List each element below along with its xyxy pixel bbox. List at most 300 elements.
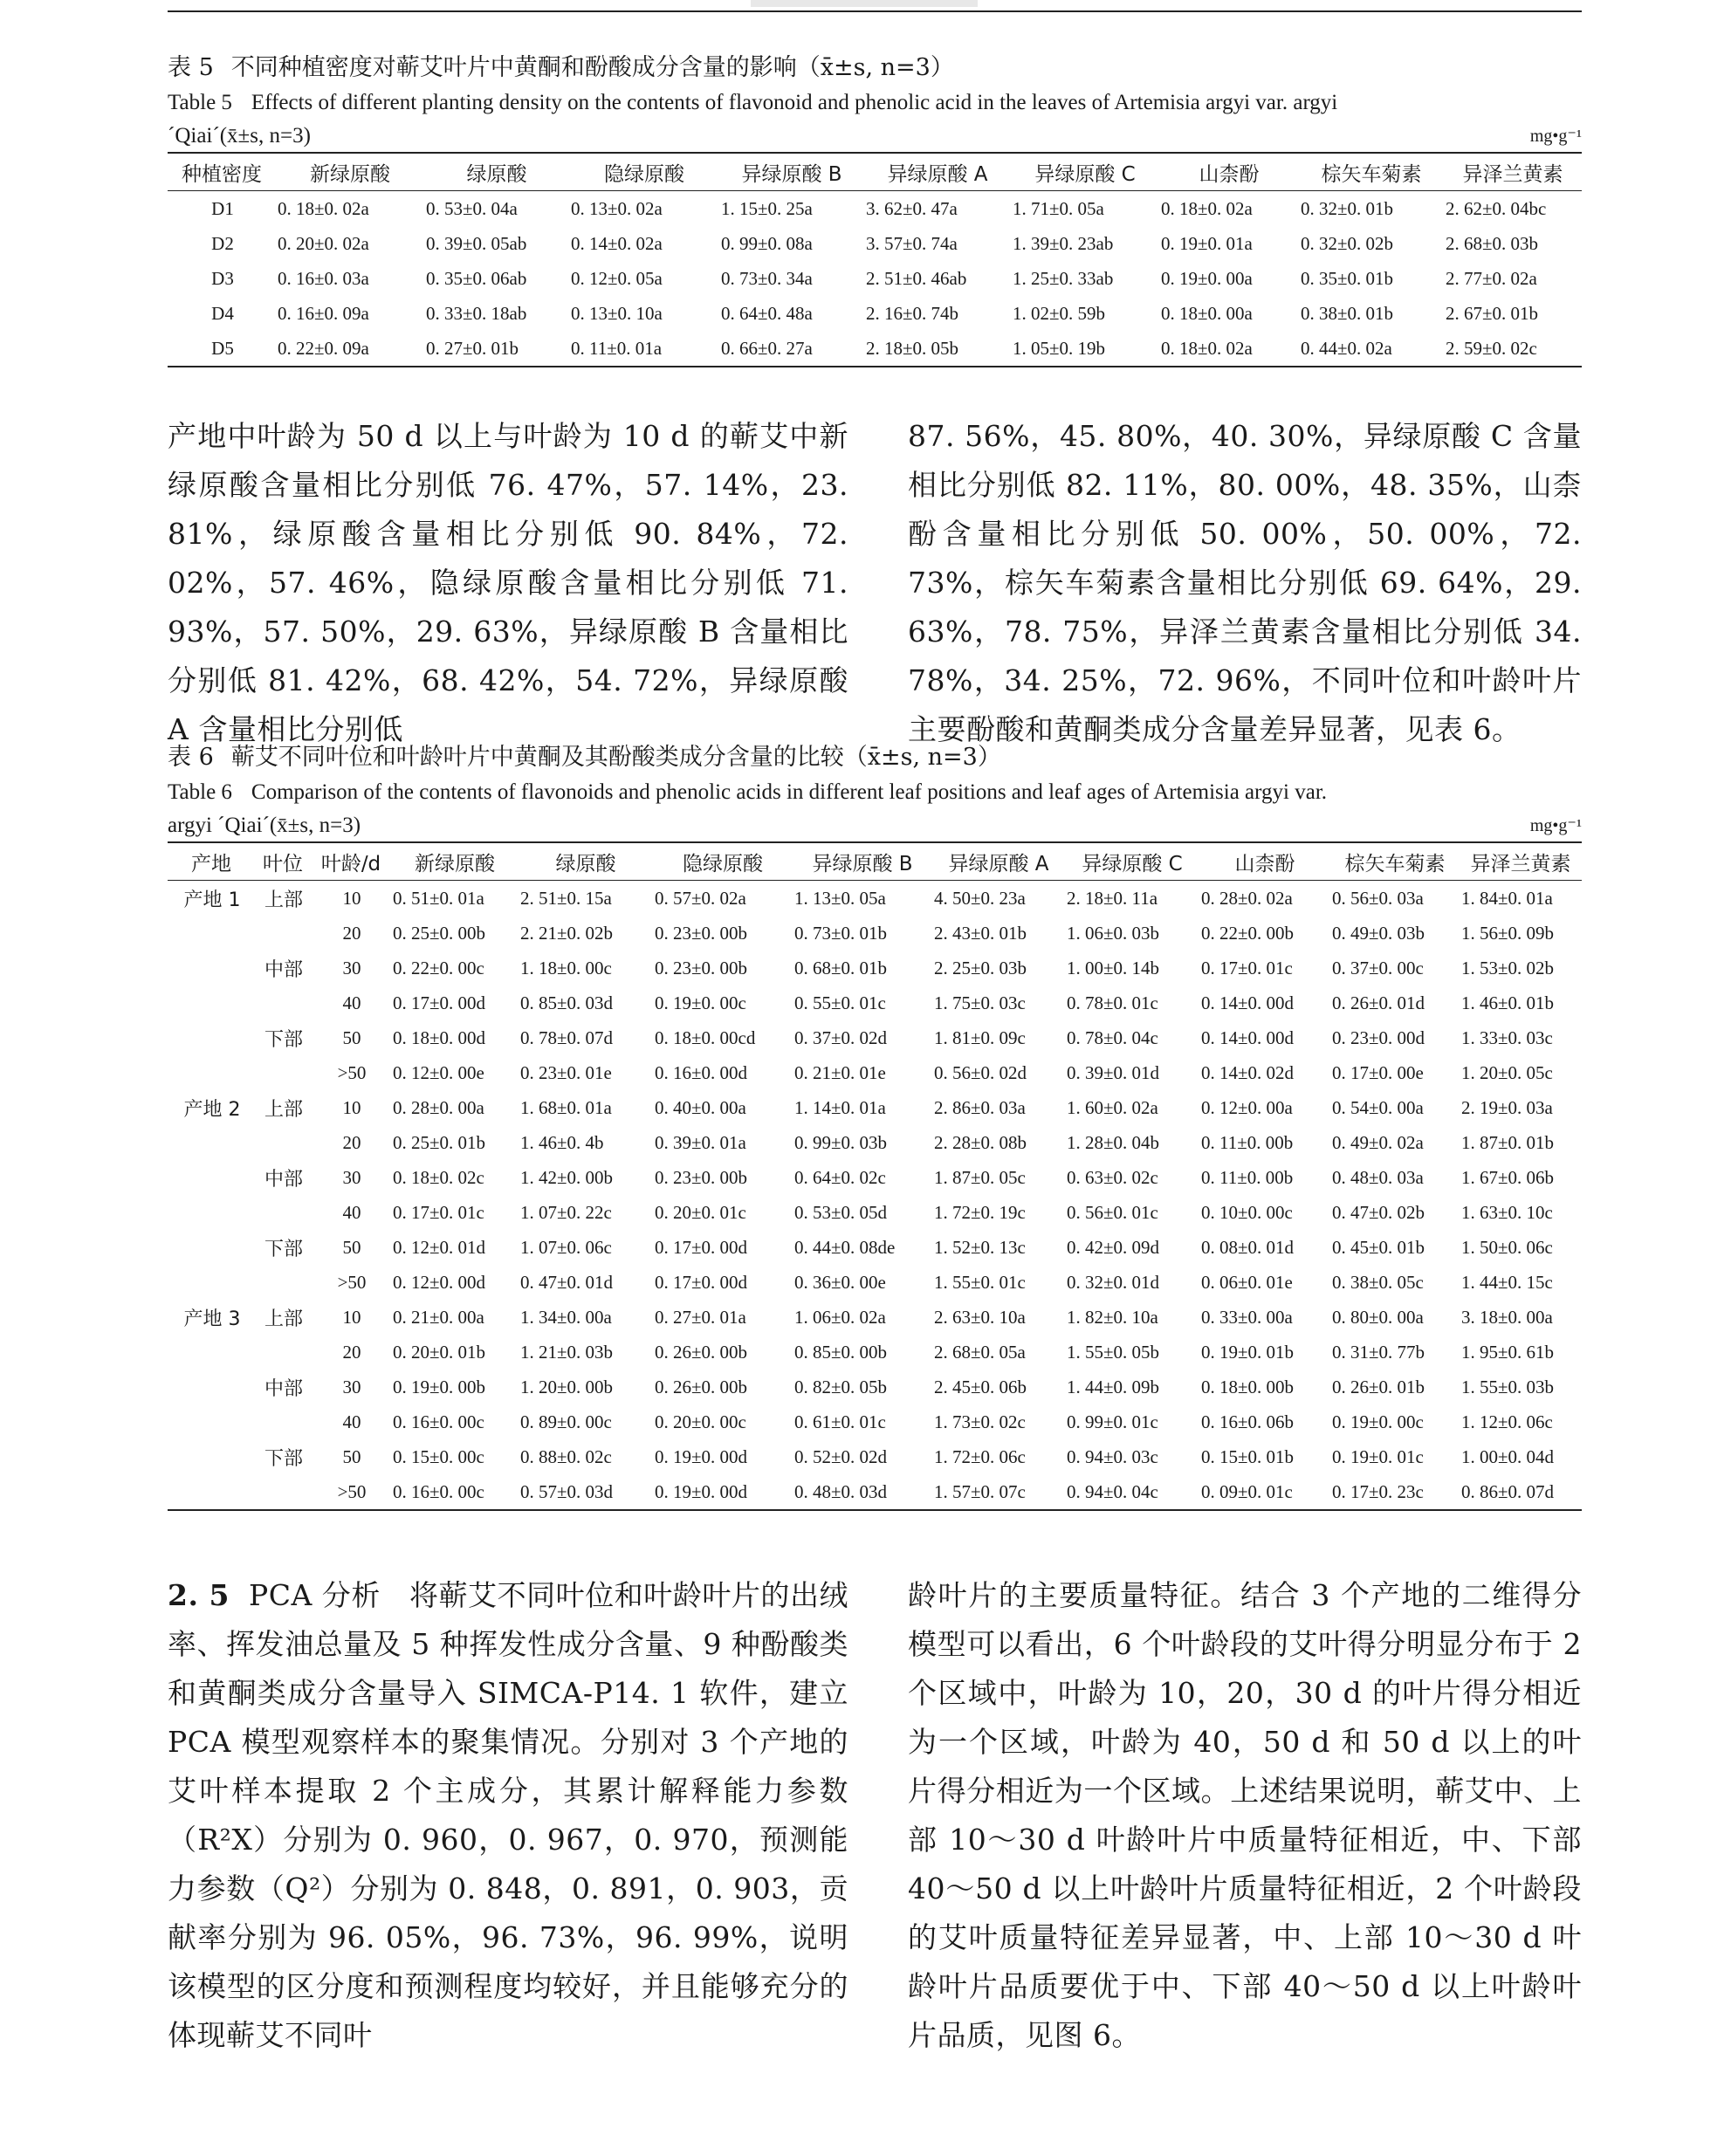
table-5-grid [168, 152, 1582, 367]
table5-cell: 0. 35±0. 06ab [426, 267, 527, 289]
table6-col-header: 山柰酚 [1199, 842, 1330, 881]
table6-cell: 1. 63±0. 10c [1461, 1201, 1553, 1223]
table6-row [168, 1195, 1582, 1230]
table-6 [168, 740, 1582, 1511]
table6-cell: 10 [342, 1306, 361, 1328]
table6-cell: 1. 07±0. 22c [520, 1201, 612, 1223]
table6-cell: 2. 18±0. 11a [1067, 887, 1158, 909]
table6-cell: 0. 23±0. 00b [655, 922, 748, 944]
table5-cell: 0. 19±0. 01a [1161, 232, 1253, 254]
table6-cell: >50 [337, 1271, 367, 1293]
table6-cell: 20 [342, 1341, 361, 1363]
table6-col-header: 产地 [168, 842, 255, 881]
table6-cell: 0. 16±0. 00c [393, 1411, 484, 1432]
table6-cell [168, 1230, 255, 1265]
table5-cell: 0. 11±0. 01a [569, 331, 719, 367]
table5-cell: 0. 20±0. 02a [278, 232, 369, 254]
table-6-title-en: Comparison of the contents of flavonoids and phenolic acids in different leaf positions and leaf ages of Artemisia argyi var. [251, 780, 1328, 804]
table6-row [168, 1090, 1582, 1125]
table5-cell: 3. 62±0. 47a [866, 197, 958, 219]
table6-row [168, 1230, 1582, 1265]
table6-cell: 0. 25±0. 01b [393, 1131, 486, 1153]
running-header-mark [751, 0, 978, 7]
table5-col-header: 异绿原酸 C [1011, 153, 1159, 191]
table6-row [168, 1265, 1582, 1300]
section-number: 2. 5 [168, 1578, 230, 1612]
table6-cell: 0. 99±0. 03b [794, 1131, 888, 1153]
table6-cell: 30 [342, 1166, 361, 1188]
table5-cell: 2. 51±0. 46ab [866, 267, 967, 289]
table6-cell: 0. 23±0. 00b [655, 1166, 748, 1188]
table-6-title-en-cont: argyi ´Qiai´(x̄±s, n=3) [168, 814, 361, 837]
table6-cell [168, 1020, 255, 1055]
table5-cell: 0. 16±0. 09a [278, 302, 369, 324]
table6-cell: 上部 [264, 1098, 303, 1121]
paragraph-left-1: 产地中叶龄为 50 d 以上与叶龄为 10 d 的蕲艾中新绿原酸含量相比分别低 76. 47%，57. 14%，23. 81%，绿原酸含量相比分别低 90. 84%，72. 02%，57. 46%，隐绿原酸含量相比分别低 71. 93%，57. 50%，29. 63%，异绿原酸 B 含量相比分别低 81. 42%，68. 42%，54. 72%，异绿原酸 A 含量相比分别低 [168, 419, 848, 746]
table6-cell: 0. 94±0. 04c [1065, 1474, 1199, 1510]
table6-cell: 2. 51±0. 15a [520, 887, 612, 909]
table6-col-header: 棕矢车菊素 [1330, 842, 1460, 881]
table6-cell [168, 1474, 255, 1510]
table5-col-header: 异绿原酸 B [719, 153, 864, 191]
table5-cell: 2. 67±0. 01b [1446, 302, 1539, 324]
table6-row [168, 1300, 1582, 1335]
table6-cell: 1. 73±0. 02c [934, 1411, 1026, 1432]
table6-row [168, 1404, 1582, 1439]
table6-row [168, 1474, 1582, 1510]
table6-cell: 0. 21±0. 00a [393, 1306, 484, 1328]
table6-cell [255, 1404, 311, 1439]
table5-cell: 0. 22±0. 09a [276, 331, 424, 367]
table6-cell: 0. 20±0. 00c [655, 1411, 746, 1432]
table6-col-header: 异绿原酸 B [793, 842, 932, 881]
table6-cell: 上部 [264, 1308, 303, 1330]
table5-cell: 0. 32±0. 01b [1301, 197, 1394, 219]
table6-row [168, 916, 1582, 951]
table6-cell: 0. 49±0. 02a [1332, 1131, 1424, 1153]
table6-cell: 1. 55±0. 01c [934, 1271, 1026, 1293]
table6-cell: 1. 20±0. 00b [520, 1376, 614, 1397]
table6-cell: 0. 23±0. 00d [1332, 1027, 1425, 1048]
table6-row [168, 881, 1582, 917]
table6-cell: 0. 61±0. 01c [794, 1411, 886, 1432]
table-5-label: 表 5 [168, 54, 214, 81]
table6-cell: 20 [342, 1131, 361, 1153]
table6-cell: 0. 28±0. 02a [1201, 887, 1293, 909]
table6-cell: 4. 50±0. 23a [934, 887, 1026, 909]
table6-cell: 0. 16±0. 00c [391, 1474, 519, 1510]
table6-cell: 0. 48±0. 03a [1332, 1166, 1424, 1188]
table6-cell: 0. 89±0. 00c [520, 1411, 612, 1432]
table5-cell: 3. 57±0. 74a [866, 232, 958, 254]
table6-cell: 0. 47±0. 02b [1332, 1201, 1425, 1223]
table6-cell: 1. 72±0. 19c [934, 1201, 1026, 1223]
table6-cell: 0. 25±0. 00b [393, 922, 486, 944]
table6-cell: 1. 33±0. 03c [1461, 1027, 1553, 1048]
table6-cell: 1. 46±0. 01b [1461, 992, 1555, 1013]
table5-cell: D2 [211, 232, 234, 254]
table6-row [168, 1370, 1582, 1404]
table6-cell: 0. 18±0. 00cd [655, 1027, 756, 1048]
table6-cell: 0. 18±0. 00d [393, 1027, 486, 1048]
table5-cell: 2. 18±0. 05b [864, 331, 1011, 367]
table6-cell: 0. 40±0. 00a [655, 1096, 746, 1118]
table6-cell: 0. 86±0. 07d [1460, 1474, 1582, 1510]
table6-cell: 0. 26±0. 00b [655, 1341, 748, 1363]
table5-cell: 0. 19±0. 00a [1161, 267, 1253, 289]
table6-col-header: 异绿原酸 A [932, 842, 1065, 881]
table6-cell: 1. 44±0. 15c [1461, 1271, 1553, 1293]
table5-cell: D3 [211, 267, 234, 289]
table6-cell: 0. 17±0. 01c [393, 1201, 484, 1223]
table6-cell [255, 1125, 311, 1160]
table6-cell: 1. 56±0. 09b [1461, 922, 1555, 944]
table6-cell: 0. 85±0. 03d [520, 992, 614, 1013]
table6-cell: 1. 21±0. 03b [520, 1341, 614, 1363]
table6-col-header: 隐绿原酸 [653, 842, 793, 881]
table6-cell: 0. 23±0. 01e [520, 1061, 612, 1083]
table5-cell: 0. 64±0. 48a [721, 302, 813, 324]
table6-cell [168, 1195, 255, 1230]
table6-cell [168, 1439, 255, 1474]
table-6-caption-en [168, 775, 1582, 810]
table6-cell: 1. 57±0. 07c [932, 1474, 1065, 1510]
table6-cell [168, 951, 255, 985]
table5-cell: 0. 18±0. 00a [1161, 302, 1253, 324]
table6-cell: 1. 12±0. 06c [1461, 1411, 1553, 1432]
table6-cell [255, 1474, 311, 1510]
table6-cell: 0. 53±0. 05d [794, 1201, 888, 1223]
table5-cell: 0. 27±0. 01b [424, 331, 569, 367]
table6-cell: 1. 13±0. 05a [794, 887, 886, 909]
table5-row [168, 191, 1582, 227]
table6-cell [255, 916, 311, 951]
table6-cell [168, 916, 255, 951]
table5-cell: 2. 77±0. 02a [1446, 267, 1537, 289]
table6-cell: 0. 88±0. 02c [520, 1445, 612, 1467]
table6-cell: 0. 80±0. 00a [1332, 1306, 1424, 1328]
table5-col-header: 隐绿原酸 [569, 153, 719, 191]
table5-cell: D4 [211, 302, 234, 324]
table6-cell [168, 985, 255, 1020]
table6-cell: 下部 [264, 1238, 303, 1260]
table5-cell: 1. 05±0. 19b [1011, 331, 1159, 367]
table5-cell: 1. 25±0. 33ab [1013, 267, 1114, 289]
table6-cell: 0. 78±0. 07d [520, 1027, 614, 1048]
table6-cell: 30 [342, 1376, 361, 1397]
table6-cell: 0. 26±0. 01d [1332, 992, 1425, 1013]
table6-cell: 10 [342, 1096, 361, 1118]
table6-cell: 50 [342, 1445, 361, 1467]
table6-cell: 0. 55±0. 01c [794, 992, 886, 1013]
table-6-caption-line2 [168, 810, 1582, 841]
paragraph-left-2-text: 将蕲艾不同叶位和叶龄叶片的出绒率、挥发油总量及 5 种挥发性成分含量、9 种酚酸类和黄酮类成分含量导入 SIMCA-P14. 1 软件，建立 PCA 模型观察样本的聚集情况。分别对 3 个产地的艾叶样本提取 2 个主成分，其累计解释能力参数（R²X）分别为 0. 960，0. 967，0. 970，预测能力参数（Q²）分别为 0. 848，0. 891，0. 903，贡献率分别为 96. 05%，96. 73%，96. 99%，说明该模型的区分度和预测程度均较好，并且能够充分的体现蕲艾不同叶 [168, 1578, 848, 2052]
table6-cell: 1. 06±0. 03b [1067, 922, 1160, 944]
table5-cell: 0. 66±0. 27a [719, 331, 864, 367]
table5-cell: 0. 44±0. 02a [1299, 331, 1444, 367]
table6-col-header: 异绿原酸 C [1065, 842, 1199, 881]
table6-cell: 0. 47±0. 01d [520, 1271, 614, 1293]
table6-cell: 0. 73±0. 01b [794, 922, 888, 944]
table6-cell: 0. 78±0. 04c [1067, 1027, 1158, 1048]
table6-cell: 0. 37±0. 00c [1332, 957, 1424, 978]
table6-cell: 0. 19±0. 00b [393, 1376, 486, 1397]
table6-cell: 1. 00±0. 04d [1461, 1445, 1555, 1467]
paragraph-right-1: 87. 56%，45. 80%，40. 30%，异绿原酸 C 含量相比分别低 82. 11%，80. 00%，48. 35%，山柰酚含量相比分别低 50. 00%，50. 00%，72. 73%，棕矢车菊素含量相比分别低 69. 64%，29. 63%，78. 75%，异泽兰黄素含量相比分别低 34. 78%，34. 25%，72. 96%，不同叶位和叶龄叶片主要酚酸和黄酮类成分含量差异显著，见表 6。 [908, 419, 1582, 746]
table5-cell: 0. 35±0. 01b [1301, 267, 1394, 289]
table6-cell: 40 [342, 1411, 361, 1432]
table6-cell: 0. 18±0. 02c [393, 1166, 484, 1188]
table5-cell: 2. 59±0. 02c [1444, 331, 1582, 367]
table6-cell: 2. 43±0. 01b [934, 922, 1027, 944]
table6-cell: 下部 [264, 1028, 303, 1051]
table6-cell [168, 1125, 255, 1160]
table6-cell: 0. 44±0. 08de [794, 1236, 896, 1258]
table6-cell: 1. 46±0. 4b [520, 1131, 604, 1153]
table6-cell: 0. 82±0. 05b [794, 1376, 888, 1397]
table6-cell [168, 1055, 255, 1090]
table6-cell: 1. 87±0. 05c [934, 1166, 1026, 1188]
table6-cell: 1. 00±0. 14b [1067, 957, 1160, 978]
table6-cell: 0. 57±0. 02a [655, 887, 746, 909]
table6-cell: 产地 3 [183, 1308, 241, 1330]
table6-cell: 0. 17±0. 00e [1332, 1061, 1424, 1083]
table6-cell: 0. 19±0. 00c [655, 992, 746, 1013]
table5-cell: 0. 13±0. 10a [571, 302, 663, 324]
table5-row [168, 261, 1582, 296]
table6-cell [168, 1335, 255, 1370]
table6-cell: 中部 [264, 1377, 303, 1400]
table6-row [168, 985, 1582, 1020]
table6-cell: 1. 55±0. 05b [1067, 1341, 1160, 1363]
table6-cell [255, 1195, 311, 1230]
table6-cell: 1. 20±0. 05c [1461, 1061, 1553, 1083]
table6-cell: >50 [337, 1061, 367, 1083]
table-6-caption-cn [168, 740, 1582, 775]
table6-cell: 0. 27±0. 01a [655, 1306, 746, 1328]
table6-cell: 0. 39±0. 01a [655, 1131, 746, 1153]
table-5-title: 不同种植密度对蕲艾叶片中黄酮和酚酸成分含量的影响（x̄±s, n=3） [230, 54, 954, 81]
table6-cell: 1. 82±0. 10a [1067, 1306, 1158, 1328]
table6-cell: 0. 94±0. 03c [1067, 1445, 1158, 1467]
table5-cell: 0. 14±0. 02a [571, 232, 663, 254]
table6-cell: 0. 48±0. 03d [793, 1474, 932, 1510]
table6-cell: 0. 15±0. 00c [393, 1445, 484, 1467]
table6-cell: 0. 54±0. 00a [1332, 1096, 1424, 1118]
table5-cell: 0. 73±0. 34a [721, 267, 813, 289]
table5-col-header: 异绿原酸 A [864, 153, 1011, 191]
table6-cell: 0. 64±0. 02c [794, 1166, 886, 1188]
table6-cell: 0. 85±0. 00b [794, 1341, 888, 1363]
table6-cell [255, 985, 311, 1020]
table6-cell: 0. 42±0. 09d [1067, 1236, 1160, 1258]
table6-cell: 0. 19±0. 00c [1332, 1411, 1424, 1432]
table-5-caption-cn [168, 51, 1582, 86]
table6-cell: 0. 78±0. 01c [1067, 992, 1158, 1013]
paragraph-right-2: 龄叶片的主要质量特征。结合 3 个产地的二维得分模型可以看出，6 个叶龄段的艾叶得分明显分布于 2 个区域中，叶龄为 10，20，30 d 的叶片得分相近为一个区域，叶龄为 40，50 d 和 50 d 以上的叶片得分相近为一个区域。上述结果说明，蕲艾中、上部 10～30 d 叶龄叶片中质量特征相近，中、下部 40～50 d 以上叶龄叶片质量特征相近，2 个叶龄段的艾叶质量特征差异显著，中、上部 10～30 d 叶龄叶片品质要优于中、下部 40～50 d 以上叶龄叶片品质，见图 6。 [908, 1578, 1582, 2052]
table6-row [168, 1020, 1582, 1055]
table6-cell: 0. 21±0. 01e [794, 1061, 886, 1083]
table6-cell: 0. 19±0. 00d [655, 1445, 748, 1467]
table6-row [168, 1055, 1582, 1090]
table5-cell: 0. 33±0. 18ab [426, 302, 527, 324]
table6-cell: 产地 2 [183, 1098, 241, 1121]
table6-cell: 0. 17±0. 01c [1201, 957, 1293, 978]
table6-cell: 0. 11±0. 00b [1201, 1166, 1294, 1188]
table6-cell: 0. 12±0. 00e [393, 1061, 484, 1083]
table6-cell: 0. 19±0. 01c [1332, 1445, 1424, 1467]
table6-cell: 0. 99±0. 01c [1067, 1411, 1158, 1432]
table5-cell: 0. 12±0. 05a [571, 267, 663, 289]
table5-cell: 0. 18±0. 02a [1161, 197, 1253, 219]
table6-cell: 2. 63±0. 10a [934, 1306, 1026, 1328]
table6-col-header: 叶龄/d [311, 842, 391, 881]
table6-cell: 40 [342, 1201, 361, 1223]
table6-cell [255, 1055, 311, 1090]
table6-cell: 0. 17±0. 23c [1330, 1474, 1460, 1510]
table6-cell: >50 [311, 1474, 391, 1510]
table6-cell: 0. 17±0. 00d [655, 1236, 748, 1258]
table6-cell: 0. 14±0. 02d [1201, 1061, 1295, 1083]
table6-cell: 0. 20±0. 01c [655, 1201, 746, 1223]
table6-cell: 1. 84±0. 01a [1461, 887, 1553, 909]
table-5-title-en-cont: ´Qiai´(x̄±s, n=3) [168, 124, 311, 148]
table6-cell: 0. 08±0. 01d [1201, 1236, 1295, 1258]
table5-cell: 0. 53±0. 04a [426, 197, 518, 219]
table5-col-header: 棕矢车菊素 [1299, 153, 1444, 191]
table5-cell: 2. 16±0. 74b [866, 302, 959, 324]
table6-cell: 1. 07±0. 06c [520, 1236, 612, 1258]
table6-cell: 0. 22±0. 00b [1201, 922, 1295, 944]
table6-cell: 0. 14±0. 00d [1201, 1027, 1295, 1048]
table6-cell: 0. 12±0. 01d [393, 1236, 486, 1258]
table-6-grid [168, 841, 1582, 1511]
table-5-caption-en [168, 86, 1582, 120]
table6-cell: 0. 11±0. 00b [1201, 1131, 1294, 1153]
table6-col-header: 叶位 [255, 842, 311, 881]
table6-cell: 0. 19±0. 00d [653, 1474, 793, 1510]
table6-cell: 0. 09±0. 01c [1199, 1474, 1330, 1510]
table6-cell: 中部 [264, 958, 303, 981]
table6-cell: 0. 18±0. 00b [1201, 1376, 1295, 1397]
section-title: PCA 分析 [249, 1578, 381, 1612]
table6-cell: 0. 16±0. 00d [655, 1061, 748, 1083]
table6-cell: 0. 32±0. 01d [1067, 1271, 1160, 1293]
table6-cell: 0. 26±0. 00b [655, 1376, 748, 1397]
table6-cell: 1. 87±0. 01b [1461, 1131, 1555, 1153]
table6-cell: 2. 25±0. 03b [934, 957, 1027, 978]
table6-cell: 1. 67±0. 06b [1461, 1166, 1555, 1188]
table6-cell: 0. 36±0. 00e [794, 1271, 886, 1293]
table5-col-header: 异泽兰黄素 [1444, 153, 1582, 191]
table6-cell: 0. 19±0. 01b [1201, 1341, 1295, 1363]
table6-cell [255, 1265, 311, 1300]
table6-cell: 2. 86±0. 03a [934, 1096, 1026, 1118]
table6-cell: 3. 18±0. 00a [1461, 1306, 1553, 1328]
table5-cell: D5 [168, 331, 276, 367]
table5-row [168, 331, 1582, 367]
table6-cell: 0. 17±0. 00d [655, 1271, 748, 1293]
table6-cell: 10 [342, 887, 361, 909]
table6-cell: 0. 39±0. 01d [1067, 1061, 1160, 1083]
paragraph-left-2 [168, 1571, 848, 2060]
table6-cell: 1. 44±0. 09b [1067, 1376, 1160, 1397]
table6-cell: 1. 06±0. 02a [794, 1306, 886, 1328]
table6-cell: 0. 10±0. 00c [1201, 1201, 1293, 1223]
table6-cell: 1. 34±0. 00a [520, 1306, 612, 1328]
table6-cell: 1. 68±0. 01a [520, 1096, 612, 1118]
table5-row [168, 226, 1582, 261]
table6-cell [168, 1370, 255, 1404]
table5-row [168, 296, 1582, 331]
table-6-label-en: Table 6 [168, 780, 232, 804]
table6-cell [168, 1404, 255, 1439]
table5-col-header: 种植密度 [168, 153, 276, 191]
table6-row [168, 1335, 1582, 1370]
table6-cell: 1. 60±0. 02a [1067, 1096, 1158, 1118]
table5-col-header: 绿原酸 [424, 153, 569, 191]
table6-cell: 2. 68±0. 05a [934, 1341, 1026, 1363]
table6-row [168, 1160, 1582, 1195]
table6-cell: 0. 63±0. 02c [1067, 1166, 1158, 1188]
table6-cell: 0. 33±0. 00a [1201, 1306, 1293, 1328]
table6-cell: 1. 14±0. 01a [794, 1096, 886, 1118]
table6-cell: 0. 68±0. 01b [794, 957, 888, 978]
table-6-title: 蕲艾不同叶位和叶龄叶片中黄酮及其酚酸类成分含量的比较（x̄±s, n=3） [230, 744, 1001, 771]
table6-cell: 0. 38±0. 05c [1332, 1271, 1424, 1293]
table6-cell: 20 [342, 922, 361, 944]
table6-cell: 50 [342, 1027, 361, 1048]
table6-cell: 1. 18±0. 00c [520, 957, 612, 978]
table6-cell: 50 [342, 1236, 361, 1258]
table6-cell: 40 [342, 992, 361, 1013]
table-5 [168, 51, 1582, 367]
table6-cell: 下部 [264, 1447, 303, 1470]
table6-cell: 0. 56±0. 03a [1332, 887, 1424, 909]
table5-cell: 2. 62±0. 04bc [1446, 197, 1547, 219]
top-rule [168, 10, 1582, 12]
table6-cell: 1. 50±0. 06c [1461, 1236, 1553, 1258]
table-5-title-en: Effects of different planting density on the contents of flavonoid and phenolic acid in the leaves of Artemisia argyi var. argyi [251, 91, 1338, 114]
table6-cell: 1. 55±0. 03b [1461, 1376, 1555, 1397]
table-5-label-en: Table 5 [168, 91, 232, 114]
table6-cell: 中部 [264, 1168, 303, 1191]
table5-cell: 0. 38±0. 01b [1301, 302, 1394, 324]
table6-cell: 0. 20±0. 01b [393, 1341, 486, 1363]
table6-row [168, 1125, 1582, 1160]
table6-cell: 1. 81±0. 09c [934, 1027, 1026, 1048]
table6-cell: 0. 15±0. 01b [1201, 1445, 1295, 1467]
table6-cell: 产地 1 [183, 889, 241, 911]
table6-cell: 0. 31±0. 77b [1332, 1341, 1425, 1363]
table5-cell: 1. 71±0. 05a [1013, 197, 1104, 219]
table6-cell: 0. 12±0. 00d [393, 1271, 486, 1293]
table5-cell: 0. 32±0. 02b [1301, 232, 1394, 254]
table6-cell: 0. 56±0. 01c [1067, 1201, 1158, 1223]
table5-cell: 2. 68±0. 03b [1446, 232, 1539, 254]
table6-cell: 0. 28±0. 00a [393, 1096, 484, 1118]
table5-cell: 0. 18±0. 02a [1159, 331, 1299, 367]
table6-cell: 上部 [264, 889, 303, 911]
table6-cell: 0. 49±0. 03b [1332, 922, 1425, 944]
table6-cell [168, 1160, 255, 1195]
table6-col-header: 新绿原酸 [391, 842, 519, 881]
table6-cell: 0. 16±0. 06b [1201, 1411, 1295, 1432]
table6-cell [255, 1335, 311, 1370]
table5-cell: D1 [211, 197, 234, 219]
table6-cell: 0. 57±0. 03d [519, 1474, 653, 1510]
table6-cell: 1. 42±0. 00b [520, 1166, 614, 1188]
